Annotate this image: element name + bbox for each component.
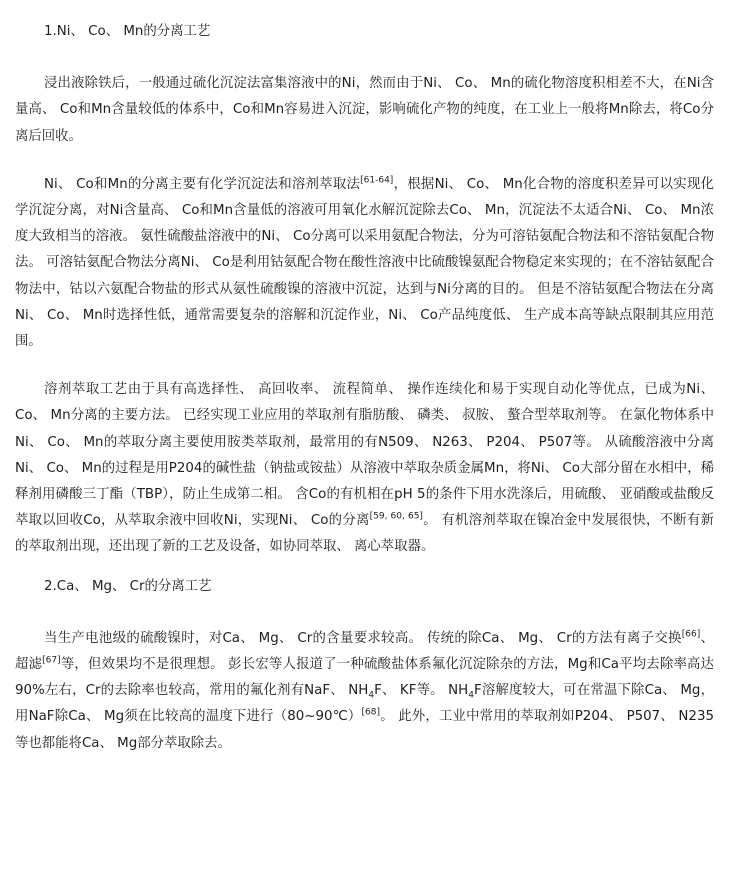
paragraph bbox=[15, 377, 714, 560]
paragraph bbox=[15, 71, 714, 150]
paragraph-text: ，根据Ni、 Co、 Mn化合物的溶度积差异可以实现化学沉淀分离，对Ni含量高、 Co和Mn含量低的溶液可用氧化水解沉淀除去Co、 Mn，沉淀法不太适合Ni、 Co、 Mn浓度大致相当的溶液。 氨性硫酸盐溶液中的Ni、 Co分离可以采用氨配合物法，分为可溶钴氨配合物法和不溶钴氨配合物法。 可溶钴氨配合物法分离Ni、 Co是利用钴氨配合物在酸性溶液中比硫酸镍氨配合物稳定来实现的；在不溶钴氨配合物法中，钴以六氨配合物盐的形式从氨性硫酸镍的溶液中沉淀，达到与Ni分离的目的。 但是不溶钴氨配合物法在分离Ni、 Co、 Mn时选择性低，通常需要复杂的溶解和沉淀作业，Ni、 Co产品纯度低、 生产成本高等缺点限制其应用范围。 bbox=[15, 176, 714, 350]
paragraph-text: 、 超滤 bbox=[15, 630, 714, 673]
citation-ref: [66] bbox=[681, 629, 701, 640]
paragraph bbox=[15, 172, 714, 355]
paragraph-text: 等，但效果均不是很理想。 彭长宏等人报道了一种硫酸盐体系氟化沉淀除杂的方法，Mg和Ca平均去除率高达90%左右，Cr的去除率也较高，常用的氟化剂有NaF、 NH bbox=[15, 657, 714, 699]
paragraph-text: 浸出液除铁后，一般通过硫化沉淀法富集溶液中的Ni，然而由于Ni、 Co、 Mn的硫化物溶度积相差不大，在Ni含量高、 Co和Mn含量较低的体系中，Co和Mn容易进入沉淀，影响硫化产物的纯度，在工业上一般将Mn除去，将Co分离后回收。 bbox=[15, 76, 714, 144]
paragraph-text: 溶剂萃取工艺由于具有高选择性、 高回收率、 流程简单、 操作连续化和易于实现自动化等优点，已成为Ni、 Co、 Mn分离的主要方法。 已经实现工业应用的萃取剂有脂肪酸、 磷类、 叔胺、 螯合型萃取剂等。 在氯化物体系中Ni、 Co、 Mn的萃取分离主要使用胺类萃取剂，最常用的有N509、 N263、 P204、 P507等。 从硫酸溶液中分离Ni、 Co、 Mn的过程是用P204的碱性盐（钠盐或铵盐）从溶液中萃取杂质金属Mn，将Ni、 Co大部分留在水相中，稀释剂用磷酸三丁酯（TBP），防止生成第二相。 含Co的有机相在pH 5的条件下用水洗涤后，用硫酸、 亚硝酸或盐酸反萃取以回收Co，从萃取余液中回收Ni，实现Ni、 Co的分离 bbox=[15, 382, 714, 529]
citation-ref: [59, 60, 65] bbox=[369, 511, 423, 522]
paragraph-text: F溶解度较大，可在常温下除Ca、 Mg，用NaF除Ca、 Mg须在比较高的温度下进行（80~90℃） bbox=[15, 683, 714, 725]
citation-ref: [67] bbox=[42, 655, 61, 666]
section-heading-ni-co-mn: 1.Ni、 Co、 Mn的分离工艺 bbox=[44, 24, 211, 39]
paragraph-text: 当生产电池级的硫酸镍时，对Ca、 Mg、 Cr的含量要求较高。 传统的除Ca、 Mg、 Cr的方法有离子交换 bbox=[44, 630, 682, 646]
paragraph-text: F、 KF等。 NH bbox=[374, 683, 469, 699]
paragraph-text: Ni、 Co和Mn的分离主要有化学沉淀法和溶剂萃取法 bbox=[44, 176, 361, 192]
paragraph-text: 。 有机溶剂萃取在镍冶金中发展很快，不断有新的萃取剂出现，还出现了新的工艺及设备，如协同萃取、 离心萃取器。 bbox=[15, 513, 714, 555]
subscript: 4 bbox=[468, 690, 474, 701]
paragraph-text: 。 此外，工业中常用的萃取剂如P204、 P507、 N235等也都能将Ca、 Mg部分萃取除去。 bbox=[15, 709, 714, 751]
citation-ref: [61-64] bbox=[360, 175, 394, 186]
section-heading-ca-mg-cr: 2.Ca、 Mg、 Cr的分离工艺 bbox=[44, 578, 212, 594]
subscript: 4 bbox=[368, 690, 375, 701]
paragraph bbox=[15, 626, 714, 757]
citation-ref: [68] bbox=[361, 708, 380, 718]
